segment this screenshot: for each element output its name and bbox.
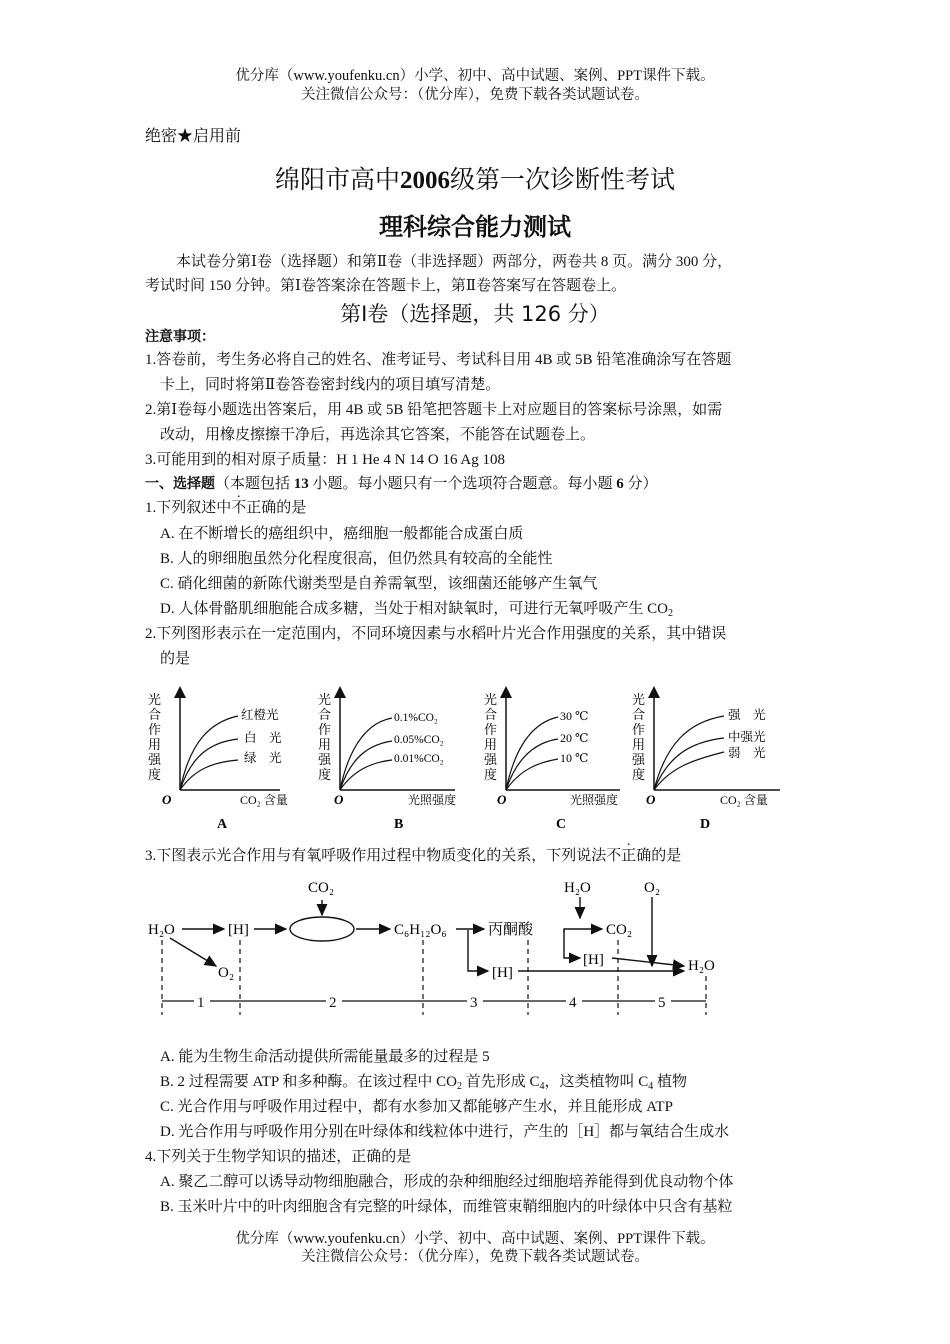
q2-stem-1: 2.下列图形表示在一定范围内，不同环境因素与水稻叶片光合作用强度的关系，其中错误 xyxy=(145,626,727,642)
title-post: 级第一次诊断性考试 xyxy=(450,167,676,194)
intro-line-2: 考试时间 150 分钟。第Ⅰ卷答案涂在答题卡上，第Ⅱ卷答案写在答题卷上。 xyxy=(145,278,627,294)
graph-a-curve-label-3: 绿 光 xyxy=(244,751,282,765)
note-1a: 1.答卷前，考生务必将自己的姓名、准考证号、考试科目用 4B 或 5B 铅笔准确涂写在答题 xyxy=(145,352,732,368)
graph-c-ylabel-4: 强 xyxy=(484,752,498,767)
diag-arrow-h-to-water xyxy=(612,958,684,966)
graph-a-curve-label-2: 白 光 xyxy=(244,731,282,745)
header-line-1: 优分库（www.youfenku.cn）小学、初中、高中试题、案例、PPT课件下载。 xyxy=(235,68,715,84)
graph-b-origin: O xyxy=(334,792,344,807)
q3-option-b xyxy=(160,1072,687,1092)
q2-stem-2: 的是 xyxy=(160,651,191,667)
section1-p3: 分） xyxy=(623,476,658,492)
graph-d-curve-label-1: 强 光 xyxy=(728,708,766,722)
part1-title: 第Ⅰ卷（选择题，共 126 分） xyxy=(340,302,610,326)
section1-label: 一、选择题 xyxy=(145,476,215,492)
graph-b-ylabel-3: 用 xyxy=(318,737,332,752)
graph-d-xlabel: CO₂ 含量 xyxy=(720,793,768,807)
graph-a-ylabel-1: 合 xyxy=(148,707,162,722)
section1-heading xyxy=(145,474,658,494)
graph-b-curve-2 xyxy=(340,741,392,790)
q1-option-c: C. 硝化细菌的新陈代谢类型是自养需氧型，该细菌还能够产生氧气 xyxy=(160,576,598,592)
diag-calvin-cycle xyxy=(290,917,354,941)
q1-option-d-sub: 2 xyxy=(667,608,673,619)
graph-a-letter: A xyxy=(217,817,228,832)
graph-b-curve-3 xyxy=(340,760,392,790)
q1-stem-post: 正确的是 xyxy=(246,500,307,516)
graph-c-ylabel-0: 光 xyxy=(484,692,498,707)
graph-b-ylabel-4: 强 xyxy=(318,752,332,767)
graph-a-ylabel-5: 度 xyxy=(148,767,162,782)
q3-b-sub2: 4 xyxy=(539,1081,545,1092)
graph-b-ylabel-5: 度 xyxy=(318,767,332,782)
graph-d-ylabel-5: 度 xyxy=(632,767,646,782)
q1-option-a: A. 在不断增长的癌组织中，癌细胞一般都能合成蛋白质 xyxy=(160,526,524,542)
graph-b-letter: B xyxy=(394,817,404,832)
diag-stage-1: 1 xyxy=(197,995,205,1011)
diag-stage-3: 3 xyxy=(470,995,478,1011)
graph-d-origin: O xyxy=(646,792,656,807)
q3-diagram xyxy=(140,870,760,1020)
graph-c-ylabel-2: 作 xyxy=(484,722,498,737)
diag-pyruvate: 丙酮酸 xyxy=(488,922,534,938)
graph-b-curve-1 xyxy=(340,718,392,790)
exam-title xyxy=(0,160,950,196)
q4-option-b: B. 玉米叶片中的叶肉细胞含有完整的叶绿体，而维管束鞘细胞内的叶绿体中只含有基粒 xyxy=(160,1199,733,1215)
graph-c-ylabel-3: 用 xyxy=(484,737,498,752)
graph-a xyxy=(148,692,288,832)
section1-score: 6 xyxy=(616,476,624,492)
q3-option-d: D. 光合作用与呼吸作用分别在叶绿体和线粒体中进行，产生的［H］都与氧结合生成水 xyxy=(160,1124,730,1140)
graph-c-ylabel-5: 度 xyxy=(484,767,498,782)
diag-arrow-co2-right xyxy=(564,929,602,932)
section1-p1: （本题包括 xyxy=(215,476,294,492)
graph-a-curve-label-1: 红橙光 xyxy=(241,708,279,722)
diag-stage-2: 2 xyxy=(329,995,337,1011)
graph-b xyxy=(318,692,456,832)
diag-h-left: [H] xyxy=(228,922,249,938)
diag-glucose: C₆H₁₂O₆ xyxy=(394,922,447,938)
q3-b-pre: B. 2 过程需要 ATP 和多种酶。在该过程中 CO xyxy=(160,1074,457,1090)
q3-b-sub3: 4 xyxy=(648,1081,654,1092)
diag-co2-top: CO₂ xyxy=(308,880,335,896)
graph-b-ylabel-1: 合 xyxy=(318,707,332,722)
diag-arrow-o2 xyxy=(170,938,216,966)
q3-b-post: 植物 xyxy=(653,1074,688,1090)
diag-h2o-right: H₂O xyxy=(688,958,715,974)
graph-a-ylabel-0: 光 xyxy=(148,692,162,707)
graph-a-ylabel-4: 强 xyxy=(148,752,162,767)
q3-stem-pre: 3.下图表示光合作用与有氧呼吸作用过程中物质变化的关系，下列说法 xyxy=(145,848,607,864)
diag-h-mid: [H] xyxy=(583,952,604,968)
q1-stem-pre: 1.下列叙述中 xyxy=(145,500,232,516)
header-line-2: 关注微信公众号：（优分库），免费下载各类试题试卷。 xyxy=(301,87,649,103)
diag-o2-left: O₂ xyxy=(218,965,235,981)
diag-stage-4: 4 xyxy=(569,995,577,1011)
q1-option-d xyxy=(160,599,673,619)
section1-p2: 小题。每小题只有一个选项符合题意。每小题 xyxy=(308,476,617,492)
graph-d-curve-label-2: 中强光 xyxy=(728,730,766,744)
diag-co2-right: CO₂ xyxy=(606,922,633,938)
note-2a: 2.第Ⅰ卷每小题选出答案后，用 4B 或 5B 铅笔把答题卡上对应题目的答案标号涂黑，如需 xyxy=(145,402,723,418)
graph-d-ylabel-3: 用 xyxy=(632,737,646,752)
graph-c-curve-1 xyxy=(506,717,558,790)
q1-option-b: B. 人的卵细胞虽然分化程度很高，但仍然具有较高的全能性 xyxy=(160,551,553,567)
diag-stage-5: 5 xyxy=(658,995,666,1011)
q3-b-mid2: ，这类植物叫 C xyxy=(544,1074,649,1090)
q2-graphs xyxy=(140,682,790,837)
graph-d-curve-label-3: 弱 光 xyxy=(728,746,766,760)
graph-a-ylabel-3: 用 xyxy=(148,737,162,752)
q3-stem-post: 的是 xyxy=(651,848,682,864)
q3-b-sub1: 2 xyxy=(456,1081,462,1092)
q1-option-d-text: D. 人体骨骼肌细胞能合成多糖，当处于相对缺氧时，可进行无氧呼吸产生 CO xyxy=(160,601,668,617)
graph-b-ylabel-0: 光 xyxy=(318,692,332,707)
graph-a-ylabel-2: 作 xyxy=(148,722,162,737)
graph-a-curve-3 xyxy=(180,760,238,790)
exam-subtitle: 理科综合能力测试 xyxy=(379,213,571,241)
graph-b-curve-label-3: 0.01%CO₂ xyxy=(394,753,444,765)
notes-heading: 注意事项： xyxy=(145,329,215,345)
diag-o2-top: O₂ xyxy=(644,880,661,896)
graph-b-curve-label-2: 0.05%CO₂ xyxy=(394,734,444,746)
q3-option-c: C. 光合作用与呼吸作用过程中，都有水参加又都能够产生水，并且能形成 ATP xyxy=(160,1099,673,1115)
footer-line-1: 优分库（www.youfenku.cn）小学、初中、高中试题、案例、PPT课件下载。 xyxy=(235,1231,715,1247)
title-year: 2006 xyxy=(400,167,450,194)
q3-b-mid: 首先形成 C xyxy=(461,1074,540,1090)
graph-d-ylabel-1: 合 xyxy=(632,707,646,722)
graph-c-origin: O xyxy=(497,792,507,807)
graph-c-curve-label-2: 20 ℃ xyxy=(560,731,589,745)
graph-c-ylabel-1: 合 xyxy=(484,707,498,722)
graph-d-ylabel-2: 作 xyxy=(632,722,646,737)
diag-arrow-h-low xyxy=(468,930,488,971)
graph-c-curve-2 xyxy=(506,739,558,790)
graph-d xyxy=(632,692,780,832)
diag-h-low: [H] xyxy=(492,965,513,981)
intro-line-1: 本试卷分第Ⅰ卷（选择题）和第Ⅱ卷（非选择题）两部分，两卷共 8 页。满分 300 分， xyxy=(176,254,733,270)
graph-d-curve-2 xyxy=(654,738,724,790)
graph-a-xlabel: CO₂ 含量 xyxy=(240,793,288,807)
graph-d-letter: D xyxy=(700,817,711,832)
section1-count: 13 xyxy=(293,476,309,492)
q3-stem xyxy=(145,846,681,866)
footer-line-2: 关注微信公众号：（优分库），免费下载各类试题试卷。 xyxy=(301,1249,649,1265)
diag-h2o-top: H₂O xyxy=(564,880,591,896)
q1-emphasis: 不 xyxy=(231,500,247,516)
q3-option-a: A. 能为生物生命活动提供所需能量最多的过程是 5 xyxy=(160,1049,490,1065)
graph-c-curve-label-3: 10 ℃ xyxy=(560,751,589,765)
graph-c-xlabel: 光照强度 xyxy=(570,793,619,807)
graph-d-ylabel-0: 光 xyxy=(632,692,646,707)
q4-option-a: A. 聚乙二醇可以诱导动物细胞融合，形成的杂种细胞经过细胞培养能得到优良动物个体 xyxy=(160,1174,734,1190)
title-pre: 绵阳市高中 xyxy=(274,167,400,194)
q4-stem: 4.下列关于生物学知识的描述，正确的是 xyxy=(145,1149,412,1165)
q3-emphasis: 不正确 xyxy=(606,848,652,864)
graph-b-xlabel: 光照强度 xyxy=(408,793,457,807)
graph-c xyxy=(484,692,620,832)
graph-c-curve-label-1: 30 ℃ xyxy=(560,709,589,723)
graph-a-curve-2 xyxy=(180,739,238,790)
graph-d-ylabel-4: 强 xyxy=(632,752,646,767)
graph-b-curve-label-1: 0.1%CO₂ xyxy=(394,712,438,724)
note-1b: 卡上，同时将第Ⅱ卷答卷密封线内的项目填写清楚。 xyxy=(160,377,501,393)
diag-h2o-left: H₂O xyxy=(148,922,175,938)
note-3: 3.可能用到的相对原子质量：H 1 He 4 N 14 O 16 Ag 108 xyxy=(145,452,505,468)
diag-arrow-h-mid xyxy=(564,930,580,958)
graph-b-ylabel-2: 作 xyxy=(318,722,332,737)
q1-stem xyxy=(145,498,306,518)
note-2b: 改动，用橡皮擦擦干净后，再选涂其它答案，不能答在试题卷上。 xyxy=(160,427,596,443)
secret-mark: 绝密★启用前 xyxy=(145,128,242,145)
graph-a-origin: O xyxy=(162,792,172,807)
graph-c-letter: C xyxy=(556,817,567,832)
